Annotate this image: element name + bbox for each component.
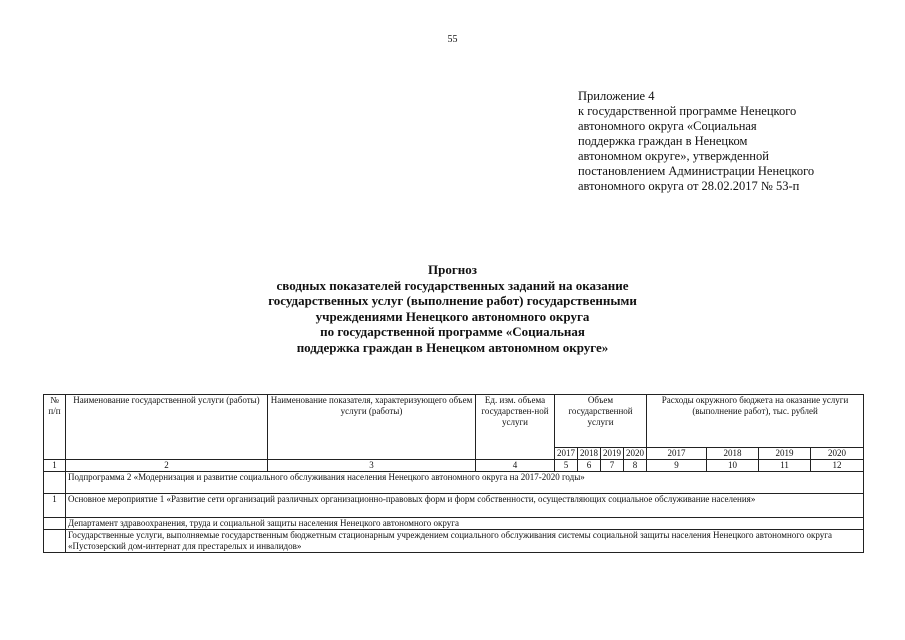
column-number: 7: [601, 460, 624, 472]
forecast-table: [43, 394, 864, 553]
column-number: 6: [578, 460, 601, 472]
header-expenses: Расходы окружного бюджета на оказание услуги (выполнение работ), тыс. рублей: [647, 395, 864, 448]
row-subprogram: Подпрограмма 2 «Модернизация и развитие социального обслуживания населения Ненецкого автономного округа на 2017-2020 годы»: [66, 472, 864, 494]
column-number: 12: [811, 460, 864, 472]
column-number: 9: [647, 460, 707, 472]
title-line: Прогноз: [428, 262, 477, 277]
table-cell-empty: [44, 530, 66, 553]
column-number: 4: [476, 460, 555, 472]
header-unit: Ед. изм. объема государствен-ной услуги: [476, 395, 555, 460]
row-department: Департамент здравоохранения, труда и социальной защиты населения Ненецкого автономного округа: [66, 518, 864, 530]
title-line: государственных услуг (выполнение работ) государственными: [268, 293, 637, 308]
row-main-measure: Основное мероприятие 1 «Развитие сети организаций различных организационно-правовых форм и форм собственности, осуществляющих социальное обслуживание населения»: [66, 494, 864, 518]
table-cell-empty: [44, 472, 66, 494]
volume-year: 2020: [624, 448, 647, 460]
row-services: Государственные услуги, выполняемые государственным бюджетным стационарным учреждением социального обслуживания системы социальной защиты населения Ненецкого автономного округа «Пустозерский дом-интернат для престарелых и инвалидов»: [66, 530, 864, 553]
volume-year: 2018: [578, 448, 601, 460]
annex-line: поддержка граждан в Ненецком: [578, 134, 748, 148]
annex-line: автономном округе», утвержденной: [578, 149, 769, 163]
expenses-year: 2018: [707, 448, 759, 460]
column-number: 11: [759, 460, 811, 472]
page-number: 55: [447, 34, 458, 45]
volume-year: 2019: [601, 448, 624, 460]
annex-line: к государственной программе Ненецкого: [578, 104, 797, 118]
title-line: сводных показателей государственных заданий на оказание: [276, 277, 629, 293]
column-number: 10: [707, 460, 759, 472]
header-volume: Объем государственной услуги: [555, 395, 647, 448]
title-line: поддержка граждан в Ненецком автономном округе»: [296, 339, 609, 355]
expenses-year: 2017: [647, 448, 707, 460]
header-num: № п/п: [44, 395, 66, 460]
expenses-year: 2019: [759, 448, 811, 460]
annex-block: [578, 89, 878, 194]
annex-line: автономного округа от 28.02.2017 № 53-п: [578, 179, 800, 193]
title-line: по государственной программе «Социальная: [320, 324, 585, 339]
annex-line: постановлением Администрации Ненецкого: [578, 164, 815, 178]
table-cell-empty: [44, 518, 66, 530]
row-measure-number: 1: [44, 494, 66, 518]
column-number: 8: [624, 460, 647, 472]
annex-line: Приложение 4: [578, 89, 655, 103]
column-number: 2: [66, 460, 268, 472]
title-line: учреждениями Ненецкого автономного округа: [315, 308, 590, 324]
document-title: [150, 262, 755, 355]
column-number: 5: [555, 460, 578, 472]
header-service-name: Наименование государственной услуги (работы): [66, 395, 268, 460]
volume-year: 2017: [555, 448, 578, 460]
header-indicator-name: Наименование показателя, характеризующего объем услуги (работы): [268, 395, 476, 460]
expenses-year: 2020: [811, 448, 864, 460]
annex-line: автономного округа «Социальная: [578, 119, 757, 133]
column-number: 3: [268, 460, 476, 472]
column-number: 1: [44, 460, 66, 472]
